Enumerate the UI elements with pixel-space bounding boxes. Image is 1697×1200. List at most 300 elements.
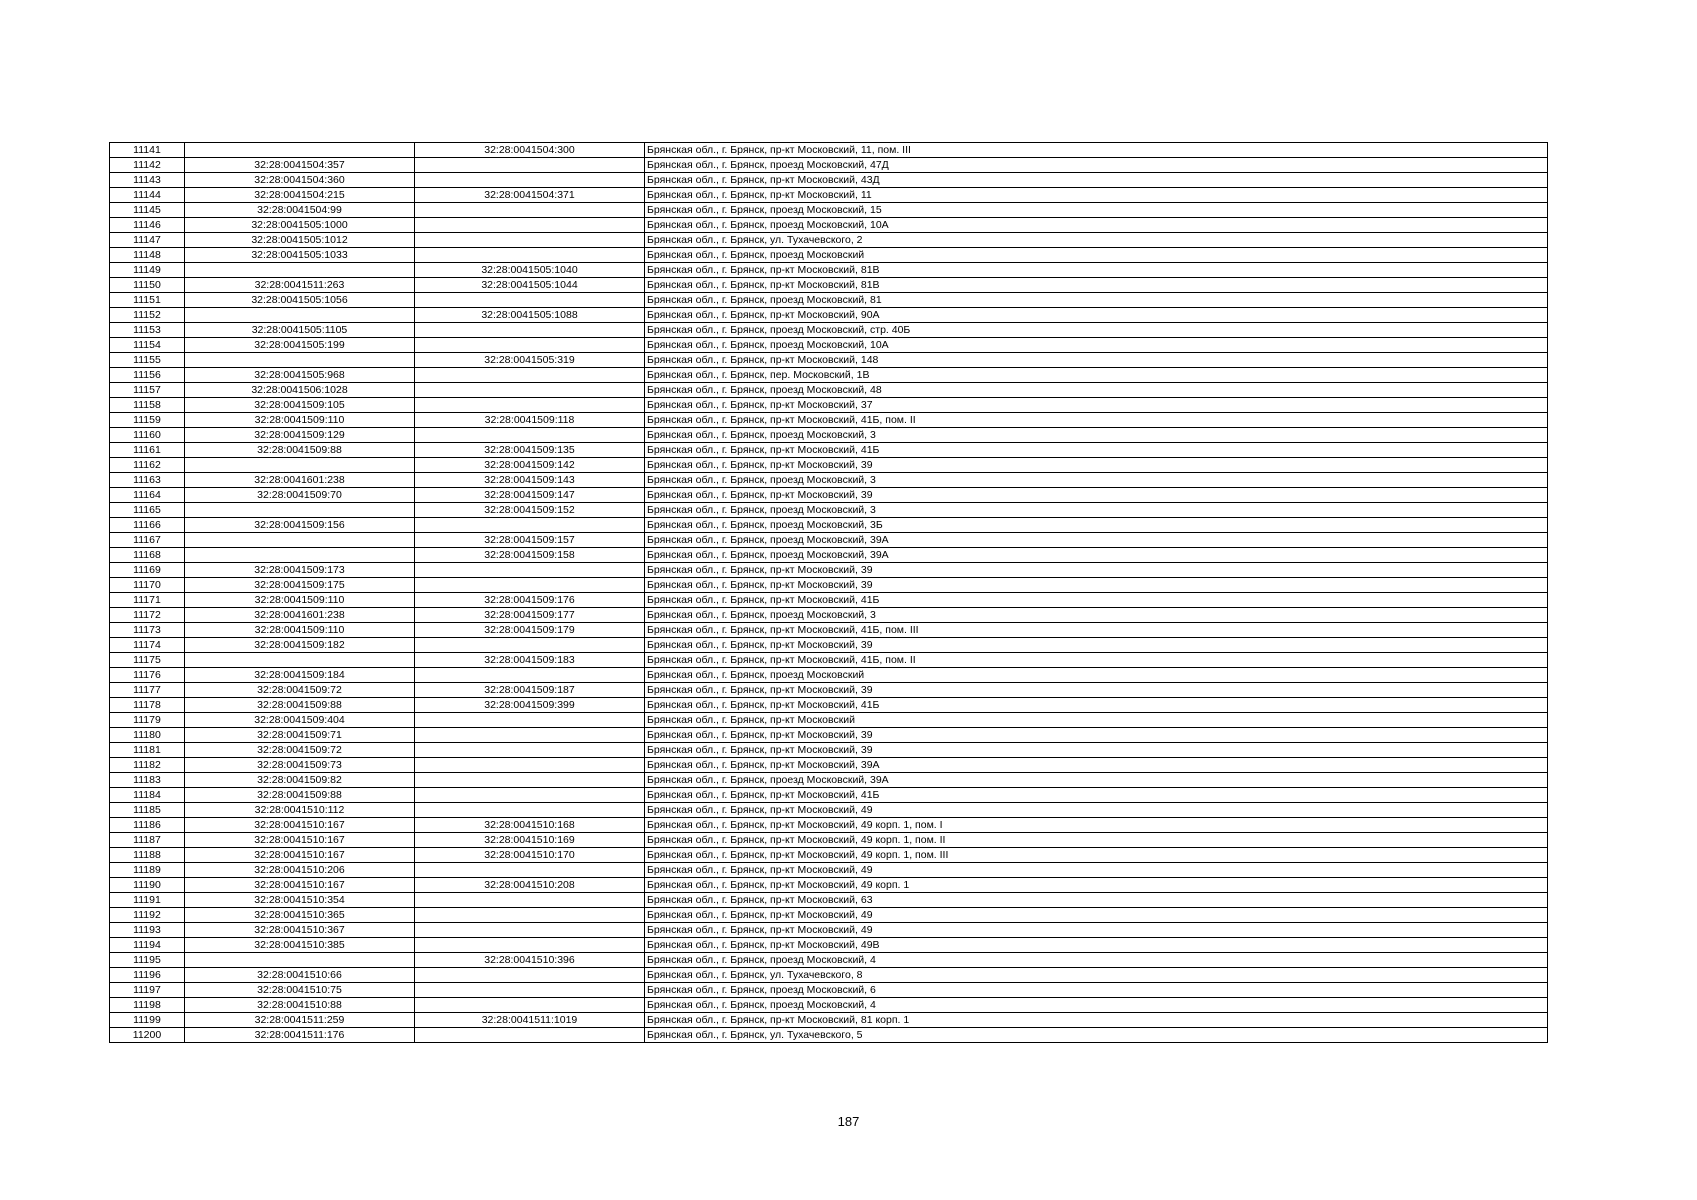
cadastral-number-cell: 32:28:0041505:1033 <box>185 248 415 263</box>
related-cadastral-number-cell <box>415 563 645 578</box>
related-cadastral-number-cell <box>415 1028 645 1043</box>
table-row <box>110 653 1548 668</box>
row-index-cell: 11162 <box>110 458 185 473</box>
table-row <box>110 848 1548 863</box>
cadastral-number-cell: 32:28:0041510:167 <box>185 848 415 863</box>
cadastral-number-cell: 32:28:0041601:238 <box>185 608 415 623</box>
table-row <box>110 428 1548 443</box>
cadastral-number-cell: 32:28:0041509:173 <box>185 563 415 578</box>
cadastral-number-cell: 32:28:0041511:176 <box>185 1028 415 1043</box>
row-index-cell: 11160 <box>110 428 185 443</box>
table-row <box>110 518 1548 533</box>
address-cell: Брянская обл., г. Брянск, пр-кт Московский, 39 <box>645 488 1548 503</box>
address-cell: Брянская обл., г. Брянск, пр-кт Московский, 49 корп. 1 <box>645 878 1548 893</box>
cadastral-number-cell: 32:28:0041505:1056 <box>185 293 415 308</box>
related-cadastral-number-cell <box>415 338 645 353</box>
related-cadastral-number-cell <box>415 743 645 758</box>
table-row <box>110 878 1548 893</box>
row-index-cell: 11144 <box>110 188 185 203</box>
related-cadastral-number-cell: 32:28:0041505:319 <box>415 353 645 368</box>
table-row <box>110 668 1548 683</box>
cadastral-number-cell: 32:28:0041510:88 <box>185 998 415 1013</box>
cadastral-number-cell <box>185 143 415 158</box>
row-index-cell: 11173 <box>110 623 185 638</box>
address-cell: Брянская обл., г. Брянск, проезд Московский, 47Д <box>645 158 1548 173</box>
cadastral-number-cell: 32:28:0041504:357 <box>185 158 415 173</box>
row-index-cell: 11200 <box>110 1028 185 1043</box>
table-row <box>110 503 1548 518</box>
cadastral-number-cell: 32:28:0041510:365 <box>185 908 415 923</box>
address-cell: Брянская обл., г. Брянск, пр-кт Московский, 81В <box>645 263 1548 278</box>
address-cell: Брянская обл., г. Брянск, пр-кт Московский, 39 <box>645 458 1548 473</box>
table-row <box>110 338 1548 353</box>
cadastral-number-cell: 32:28:0041601:238 <box>185 473 415 488</box>
address-cell: Брянская обл., г. Брянск, пр-кт Московский, 49 <box>645 863 1548 878</box>
table-row <box>110 998 1548 1013</box>
table-row <box>110 728 1548 743</box>
row-index-cell: 11147 <box>110 233 185 248</box>
cadastral-number-cell: 32:28:0041505:1012 <box>185 233 415 248</box>
table-row <box>110 758 1548 773</box>
address-cell: Брянская обл., г. Брянск, пр-кт Московский, 90А <box>645 308 1548 323</box>
table-row <box>110 248 1548 263</box>
table-row <box>110 548 1548 563</box>
address-cell: Брянская обл., г. Брянск, пр-кт Московский, 49 корп. 1, пом. II <box>645 833 1548 848</box>
registry-table <box>109 142 1548 1043</box>
table-row <box>110 263 1548 278</box>
table-row <box>110 233 1548 248</box>
cadastral-number-cell <box>185 953 415 968</box>
address-cell: Брянская обл., г. Брянск, проезд Московский, 10А <box>645 338 1548 353</box>
related-cadastral-number-cell <box>415 203 645 218</box>
row-index-cell: 11186 <box>110 818 185 833</box>
table-row <box>110 803 1548 818</box>
cadastral-number-cell: 32:28:0041509:72 <box>185 683 415 698</box>
address-cell: Брянская обл., г. Брянск, пр-кт Московский, 49 корп. 1, пом. III <box>645 848 1548 863</box>
related-cadastral-number-cell: 32:28:0041510:170 <box>415 848 645 863</box>
related-cadastral-number-cell <box>415 803 645 818</box>
row-index-cell: 11189 <box>110 863 185 878</box>
table-row <box>110 218 1548 233</box>
related-cadastral-number-cell: 32:28:0041510:396 <box>415 953 645 968</box>
address-cell: Брянская обл., г. Брянск, пр-кт Московский, 49 <box>645 908 1548 923</box>
address-cell: Брянская обл., г. Брянск, пр-кт Московский, 63 <box>645 893 1548 908</box>
table-row <box>110 908 1548 923</box>
cadastral-number-cell: 32:28:0041510:385 <box>185 938 415 953</box>
row-index-cell: 11163 <box>110 473 185 488</box>
address-cell: Брянская обл., г. Брянск, пр-кт Московский, 37 <box>645 398 1548 413</box>
row-index-cell: 11154 <box>110 338 185 353</box>
row-index-cell: 11187 <box>110 833 185 848</box>
cadastral-number-cell: 32:28:0041509:105 <box>185 398 415 413</box>
address-cell: Брянская обл., г. Брянск, проезд Московский, 3 <box>645 428 1548 443</box>
cadastral-number-cell <box>185 533 415 548</box>
row-index-cell: 11143 <box>110 173 185 188</box>
row-index-cell: 11142 <box>110 158 185 173</box>
related-cadastral-number-cell <box>415 923 645 938</box>
cadastral-number-cell: 32:28:0041510:167 <box>185 878 415 893</box>
address-cell: Брянская обл., г. Брянск, пр-кт Московский, 43Д <box>645 173 1548 188</box>
cadastral-number-cell: 32:28:0041510:167 <box>185 833 415 848</box>
row-index-cell: 11141 <box>110 143 185 158</box>
related-cadastral-number-cell: 32:28:0041505:1044 <box>415 278 645 293</box>
cadastral-number-cell <box>185 308 415 323</box>
cadastral-number-cell: 32:28:0041511:259 <box>185 1013 415 1028</box>
table-row <box>110 563 1548 578</box>
address-cell: Брянская обл., г. Брянск, пр-кт Московский <box>645 713 1548 728</box>
row-index-cell: 11150 <box>110 278 185 293</box>
related-cadastral-number-cell: 32:28:0041509:399 <box>415 698 645 713</box>
related-cadastral-number-cell: 32:28:0041505:1088 <box>415 308 645 323</box>
related-cadastral-number-cell: 32:28:0041509:179 <box>415 623 645 638</box>
address-cell: Брянская обл., г. Брянск, пр-кт Московский, 39 <box>645 728 1548 743</box>
address-cell: Брянская обл., г. Брянск, пр-кт Московский, 11 <box>645 188 1548 203</box>
cadastral-number-cell: 32:28:0041509:110 <box>185 413 415 428</box>
row-index-cell: 11177 <box>110 683 185 698</box>
cadastral-number-cell <box>185 653 415 668</box>
cadastral-number-cell: 32:28:0041504:360 <box>185 173 415 188</box>
cadastral-number-cell <box>185 503 415 518</box>
address-cell: Брянская обл., г. Брянск, ул. Тухачевского, 2 <box>645 233 1548 248</box>
related-cadastral-number-cell: 32:28:0041509:147 <box>415 488 645 503</box>
cadastral-number-cell: 32:28:0041509:156 <box>185 518 415 533</box>
cadastral-number-cell: 32:28:0041509:71 <box>185 728 415 743</box>
cadastral-number-cell: 32:28:0041504:215 <box>185 188 415 203</box>
address-cell: Брянская обл., г. Брянск, проезд Московский <box>645 248 1548 263</box>
related-cadastral-number-cell <box>415 863 645 878</box>
table-row <box>110 743 1548 758</box>
cadastral-number-cell: 32:28:0041510:367 <box>185 923 415 938</box>
address-cell: Брянская обл., г. Брянск, пр-кт Московский, 81 корп. 1 <box>645 1013 1548 1028</box>
related-cadastral-number-cell: 32:28:0041509:157 <box>415 533 645 548</box>
cadastral-number-cell: 32:28:0041510:167 <box>185 818 415 833</box>
address-cell: Брянская обл., г. Брянск, проезд Московский, 6 <box>645 983 1548 998</box>
table-row <box>110 863 1548 878</box>
related-cadastral-number-cell <box>415 638 645 653</box>
address-cell: Брянская обл., г. Брянск, проезд Московский, 4 <box>645 953 1548 968</box>
related-cadastral-number-cell: 32:28:0041509:118 <box>415 413 645 428</box>
cadastral-number-cell: 32:28:0041509:404 <box>185 713 415 728</box>
table-row <box>110 398 1548 413</box>
row-index-cell: 11196 <box>110 968 185 983</box>
table-row <box>110 623 1548 638</box>
table-row <box>110 143 1548 158</box>
table-row <box>110 323 1548 338</box>
related-cadastral-number-cell: 32:28:0041509:142 <box>415 458 645 473</box>
related-cadastral-number-cell: 32:28:0041509:135 <box>415 443 645 458</box>
related-cadastral-number-cell: 32:28:0041509:152 <box>415 503 645 518</box>
row-index-cell: 11166 <box>110 518 185 533</box>
related-cadastral-number-cell <box>415 293 645 308</box>
address-cell: Брянская обл., г. Брянск, пр-кт Московский, 49 <box>645 803 1548 818</box>
address-cell: Брянская обл., г. Брянск, пр-кт Московский, 41Б, пом. III <box>645 623 1548 638</box>
address-cell: Брянская обл., г. Брянск, пр-кт Московский, 39 <box>645 563 1548 578</box>
row-index-cell: 11191 <box>110 893 185 908</box>
row-index-cell: 11194 <box>110 938 185 953</box>
row-index-cell: 11174 <box>110 638 185 653</box>
row-index-cell: 11197 <box>110 983 185 998</box>
address-cell: Брянская обл., г. Брянск, проезд Московский, стр. 40Б <box>645 323 1548 338</box>
row-index-cell: 11184 <box>110 788 185 803</box>
address-cell: Брянская обл., г. Брянск, пр-кт Московский, 81В <box>645 278 1548 293</box>
address-cell: Брянская обл., г. Брянск, ул. Тухачевского, 5 <box>645 1028 1548 1043</box>
related-cadastral-number-cell: 32:28:0041505:1040 <box>415 263 645 278</box>
address-cell: Брянская обл., г. Брянск, пр-кт Московский, 39 <box>645 638 1548 653</box>
table-row <box>110 593 1548 608</box>
row-index-cell: 11190 <box>110 878 185 893</box>
cadastral-number-cell: 32:28:0041509:70 <box>185 488 415 503</box>
row-index-cell: 11158 <box>110 398 185 413</box>
address-cell: Брянская обл., г. Брянск, ул. Тухачевского, 8 <box>645 968 1548 983</box>
row-index-cell: 11192 <box>110 908 185 923</box>
cadastral-number-cell: 32:28:0041505:199 <box>185 338 415 353</box>
cadastral-number-cell: 32:28:0041509:88 <box>185 698 415 713</box>
table-row <box>110 413 1548 428</box>
cadastral-number-cell: 32:28:0041509:182 <box>185 638 415 653</box>
table-row <box>110 293 1548 308</box>
row-index-cell: 11172 <box>110 608 185 623</box>
address-cell: Брянская обл., г. Брянск, проезд Московский <box>645 668 1548 683</box>
related-cadastral-number-cell <box>415 788 645 803</box>
cadastral-number-cell: 32:28:0041505:968 <box>185 368 415 383</box>
table-row <box>110 173 1548 188</box>
related-cadastral-number-cell <box>415 518 645 533</box>
related-cadastral-number-cell <box>415 218 645 233</box>
address-cell: Брянская обл., г. Брянск, пр-кт Московский, 11, пом. III <box>645 143 1548 158</box>
row-index-cell: 11176 <box>110 668 185 683</box>
related-cadastral-number-cell: 32:28:0041510:208 <box>415 878 645 893</box>
address-cell: Брянская обл., г. Брянск, пр-кт Московский, 41Б <box>645 443 1548 458</box>
table-row <box>110 488 1548 503</box>
cadastral-number-cell: 32:28:0041509:129 <box>185 428 415 443</box>
row-index-cell: 11198 <box>110 998 185 1013</box>
address-cell: Брянская обл., г. Брянск, пр-кт Московский, 41Б, пом. II <box>645 653 1548 668</box>
cadastral-number-cell: 32:28:0041509:82 <box>185 773 415 788</box>
related-cadastral-number-cell <box>415 908 645 923</box>
related-cadastral-number-cell <box>415 233 645 248</box>
address-cell: Брянская обл., г. Брянск, проезд Московский, 81 <box>645 293 1548 308</box>
table-row <box>110 578 1548 593</box>
table-row <box>110 368 1548 383</box>
address-cell: Брянская обл., г. Брянск, проезд Московский, 10А <box>645 218 1548 233</box>
cadastral-number-cell: 32:28:0041511:263 <box>185 278 415 293</box>
cadastral-number-cell: 32:28:0041510:206 <box>185 863 415 878</box>
cadastral-number-cell: 32:28:0041509:175 <box>185 578 415 593</box>
related-cadastral-number-cell <box>415 398 645 413</box>
row-index-cell: 11185 <box>110 803 185 818</box>
related-cadastral-number-cell <box>415 773 645 788</box>
address-cell: Брянская обл., г. Брянск, проезд Московский, 3 <box>645 473 1548 488</box>
related-cadastral-number-cell <box>415 158 645 173</box>
address-cell: Брянская обл., г. Брянск, проезд Московский, 48 <box>645 383 1548 398</box>
address-cell: Брянская обл., г. Брянск, проезд Московский, 15 <box>645 203 1548 218</box>
related-cadastral-number-cell: 32:28:0041511:1019 <box>415 1013 645 1028</box>
row-index-cell: 11146 <box>110 218 185 233</box>
related-cadastral-number-cell <box>415 368 645 383</box>
related-cadastral-number-cell <box>415 173 645 188</box>
row-index-cell: 11175 <box>110 653 185 668</box>
row-index-cell: 11149 <box>110 263 185 278</box>
address-cell: Брянская обл., г. Брянск, проезд Московский, 39А <box>645 773 1548 788</box>
cadastral-number-cell: 32:28:0041509:110 <box>185 623 415 638</box>
table-row <box>110 983 1548 998</box>
related-cadastral-number-cell <box>415 983 645 998</box>
related-cadastral-number-cell <box>415 998 645 1013</box>
table-row <box>110 968 1548 983</box>
table-row <box>110 818 1548 833</box>
cadastral-number-cell: 32:28:0041510:66 <box>185 968 415 983</box>
address-cell: Брянская обл., г. Брянск, пр-кт Московский, 148 <box>645 353 1548 368</box>
related-cadastral-number-cell: 32:28:0041509:158 <box>415 548 645 563</box>
row-index-cell: 11165 <box>110 503 185 518</box>
related-cadastral-number-cell: 32:28:0041509:176 <box>415 593 645 608</box>
cadastral-number-cell: 32:28:0041505:1105 <box>185 323 415 338</box>
table-row <box>110 203 1548 218</box>
address-cell: Брянская обл., г. Брянск, проезд Московский, 3Б <box>645 518 1548 533</box>
table-body <box>110 143 1548 1043</box>
table-row <box>110 353 1548 368</box>
row-index-cell: 11199 <box>110 1013 185 1028</box>
related-cadastral-number-cell <box>415 968 645 983</box>
related-cadastral-number-cell <box>415 728 645 743</box>
row-index-cell: 11179 <box>110 713 185 728</box>
table-row <box>110 713 1548 728</box>
address-cell: Брянская обл., г. Брянск, проезд Московский, 39А <box>645 548 1548 563</box>
address-cell: Брянская обл., г. Брянск, пр-кт Московский, 39А <box>645 758 1548 773</box>
related-cadastral-number-cell <box>415 758 645 773</box>
cadastral-number-cell <box>185 263 415 278</box>
related-cadastral-number-cell <box>415 248 645 263</box>
related-cadastral-number-cell: 32:28:0041509:183 <box>415 653 645 668</box>
table-row <box>110 533 1548 548</box>
related-cadastral-number-cell: 32:28:0041509:143 <box>415 473 645 488</box>
row-index-cell: 11159 <box>110 413 185 428</box>
cadastral-number-cell: 32:28:0041509:73 <box>185 758 415 773</box>
related-cadastral-number-cell: 32:28:0041504:300 <box>415 143 645 158</box>
row-index-cell: 11195 <box>110 953 185 968</box>
row-index-cell: 11181 <box>110 743 185 758</box>
address-cell: Брянская обл., г. Брянск, пр-кт Московский, 41Б <box>645 788 1548 803</box>
related-cadastral-number-cell <box>415 668 645 683</box>
cadastral-number-cell <box>185 458 415 473</box>
related-cadastral-number-cell: 32:28:0041510:168 <box>415 818 645 833</box>
row-index-cell: 11153 <box>110 323 185 338</box>
row-index-cell: 11145 <box>110 203 185 218</box>
row-index-cell: 11188 <box>110 848 185 863</box>
address-cell: Брянская обл., г. Брянск, пр-кт Московский, 39 <box>645 683 1548 698</box>
address-cell: Брянская обл., г. Брянск, пер. Московский, 1В <box>645 368 1548 383</box>
related-cadastral-number-cell <box>415 893 645 908</box>
cadastral-number-cell: 32:28:0041510:75 <box>185 983 415 998</box>
table-row <box>110 938 1548 953</box>
row-index-cell: 11193 <box>110 923 185 938</box>
table-row <box>110 1028 1548 1043</box>
table-row <box>110 608 1548 623</box>
related-cadastral-number-cell: 32:28:0041504:371 <box>415 188 645 203</box>
address-cell: Брянская обл., г. Брянск, пр-кт Московский, 41Б <box>645 698 1548 713</box>
row-index-cell: 11152 <box>110 308 185 323</box>
row-index-cell: 11168 <box>110 548 185 563</box>
row-index-cell: 11156 <box>110 368 185 383</box>
table-row <box>110 458 1548 473</box>
row-index-cell: 11164 <box>110 488 185 503</box>
row-index-cell: 11148 <box>110 248 185 263</box>
row-index-cell: 11170 <box>110 578 185 593</box>
table-row <box>110 473 1548 488</box>
address-cell: Брянская обл., г. Брянск, пр-кт Московский, 49В <box>645 938 1548 953</box>
cadastral-number-cell: 32:28:0041509:88 <box>185 788 415 803</box>
table-row <box>110 1013 1548 1028</box>
cadastral-number-cell: 32:28:0041505:1000 <box>185 218 415 233</box>
row-index-cell: 11151 <box>110 293 185 308</box>
table-row <box>110 383 1548 398</box>
row-index-cell: 11182 <box>110 758 185 773</box>
table-row <box>110 188 1548 203</box>
address-cell: Брянская обл., г. Брянск, проезд Московский, 3 <box>645 503 1548 518</box>
cadastral-number-cell: 32:28:0041506:1028 <box>185 383 415 398</box>
cadastral-number-cell: 32:28:0041509:184 <box>185 668 415 683</box>
related-cadastral-number-cell: 32:28:0041510:169 <box>415 833 645 848</box>
cadastral-number-cell: 32:28:0041510:112 <box>185 803 415 818</box>
table-row <box>110 893 1548 908</box>
related-cadastral-number-cell <box>415 938 645 953</box>
related-cadastral-number-cell: 32:28:0041509:187 <box>415 683 645 698</box>
address-cell: Брянская обл., г. Брянск, проезд Московский, 3 <box>645 608 1548 623</box>
row-index-cell: 11169 <box>110 563 185 578</box>
table-row <box>110 923 1548 938</box>
table-row <box>110 683 1548 698</box>
row-index-cell: 11183 <box>110 773 185 788</box>
row-index-cell: 11180 <box>110 728 185 743</box>
address-cell: Брянская обл., г. Брянск, пр-кт Московский, 39 <box>645 743 1548 758</box>
table-row <box>110 833 1548 848</box>
table-row <box>110 278 1548 293</box>
address-cell: Брянская обл., г. Брянск, пр-кт Московский, 41Б, пом. II <box>645 413 1548 428</box>
table-row <box>110 788 1548 803</box>
table-row <box>110 698 1548 713</box>
table-row <box>110 773 1548 788</box>
page-number: 187 <box>837 1114 860 1129</box>
cadastral-number-cell: 32:28:0041509:110 <box>185 593 415 608</box>
cadastral-number-cell <box>185 353 415 368</box>
table-row <box>110 638 1548 653</box>
related-cadastral-number-cell <box>415 713 645 728</box>
related-cadastral-number-cell <box>415 428 645 443</box>
row-index-cell: 11161 <box>110 443 185 458</box>
address-cell: Брянская обл., г. Брянск, пр-кт Московский, 41Б <box>645 593 1548 608</box>
table-row <box>110 443 1548 458</box>
row-index-cell: 11178 <box>110 698 185 713</box>
related-cadastral-number-cell <box>415 383 645 398</box>
row-index-cell: 11171 <box>110 593 185 608</box>
related-cadastral-number-cell <box>415 578 645 593</box>
row-index-cell: 11167 <box>110 533 185 548</box>
row-index-cell: 11155 <box>110 353 185 368</box>
address-cell: Брянская обл., г. Брянск, проезд Московский, 4 <box>645 998 1548 1013</box>
address-cell: Брянская обл., г. Брянск, пр-кт Московский, 39 <box>645 578 1548 593</box>
table-row <box>110 953 1548 968</box>
table-row <box>110 308 1548 323</box>
row-index-cell: 11157 <box>110 383 185 398</box>
table-row <box>110 158 1548 173</box>
related-cadastral-number-cell <box>415 323 645 338</box>
address-cell: Брянская обл., г. Брянск, пр-кт Московский, 49 <box>645 923 1548 938</box>
related-cadastral-number-cell: 32:28:0041509:177 <box>415 608 645 623</box>
address-cell: Брянская обл., г. Брянск, пр-кт Московский, 49 корп. 1, пом. I <box>645 818 1548 833</box>
cadastral-number-cell <box>185 548 415 563</box>
cadastral-number-cell: 32:28:0041504:99 <box>185 203 415 218</box>
cadastral-number-cell: 32:28:0041510:354 <box>185 893 415 908</box>
